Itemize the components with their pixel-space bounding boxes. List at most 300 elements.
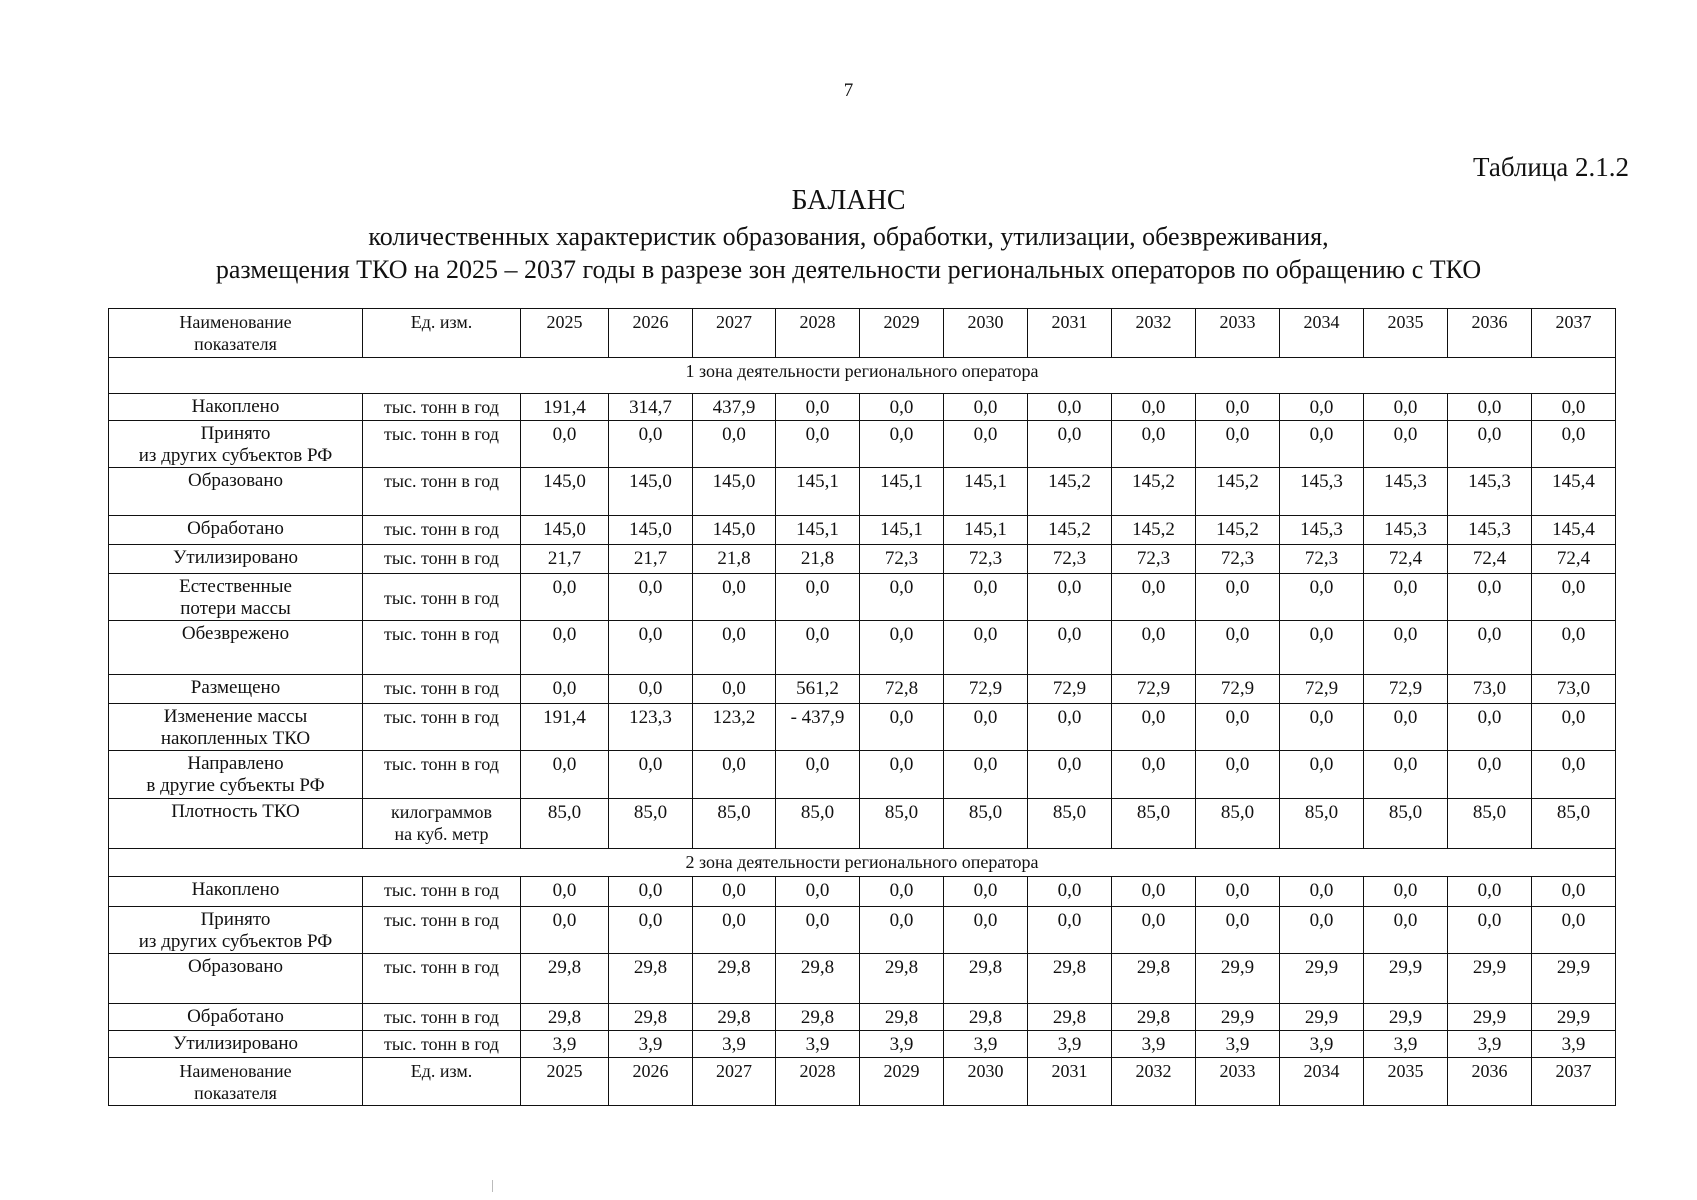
- header-name-line2: показателя: [194, 1083, 277, 1103]
- value-cell: 0,0: [1280, 877, 1364, 907]
- value-cell: 72,4: [1448, 545, 1532, 574]
- indicator-name: Изменение массы: [163, 706, 308, 727]
- header-name-cell: [109, 1058, 363, 1106]
- value-cell: 29,8: [609, 1004, 693, 1031]
- table-row: [109, 394, 1616, 421]
- value-cell: 0,0: [1364, 704, 1448, 751]
- value-cell: 29,9: [1364, 1004, 1448, 1031]
- table-row: [109, 675, 1616, 704]
- indicator-name-cell: [109, 877, 363, 907]
- header-name-cell: [109, 309, 363, 358]
- value-cell: 0,0: [860, 421, 944, 468]
- zone-title-row: [109, 358, 1616, 394]
- value-cell: 85,0: [1196, 799, 1280, 849]
- indicator-name: Утилизировано: [172, 547, 299, 568]
- value-cell: 3,9: [1112, 1031, 1196, 1058]
- value-cell: 29,8: [609, 954, 693, 1004]
- header-year-cell: 2025: [521, 309, 609, 358]
- value-cell: 0,0: [1532, 574, 1616, 621]
- header-year-cell: 2037: [1532, 1058, 1616, 1106]
- value-cell: 145,4: [1532, 468, 1616, 516]
- table-row: [109, 907, 1616, 954]
- value-cell: 0,0: [776, 751, 860, 799]
- value-cell: 0,0: [860, 751, 944, 799]
- value-cell: 85,0: [693, 799, 776, 849]
- value-cell: 72,9: [1112, 675, 1196, 704]
- value-cell: 29,8: [1112, 1004, 1196, 1031]
- table-row: [109, 1004, 1616, 1031]
- header-year-cell: 2035: [1364, 309, 1448, 358]
- value-cell: 85,0: [521, 799, 609, 849]
- value-cell: 0,0: [1028, 394, 1112, 421]
- value-cell: 0,0: [693, 574, 776, 621]
- value-cell: 145,0: [521, 468, 609, 516]
- indicator-name-line2: в другие субъекты РФ: [146, 775, 325, 796]
- value-cell: 72,3: [944, 545, 1028, 574]
- unit-text: тыс. тонн в год: [384, 957, 499, 977]
- value-cell: 0,0: [693, 877, 776, 907]
- value-cell: 85,0: [1532, 799, 1616, 849]
- indicator-name: Накоплено: [191, 396, 280, 417]
- value-cell: 72,9: [1280, 675, 1364, 704]
- value-cell: 0,0: [1112, 877, 1196, 907]
- value-cell: 0,0: [1112, 421, 1196, 468]
- value-cell: 0,0: [1532, 907, 1616, 954]
- value-cell: 0,0: [693, 907, 776, 954]
- value-cell: 145,0: [609, 516, 693, 545]
- value-cell: 0,0: [1028, 704, 1112, 751]
- value-cell: 145,3: [1364, 468, 1448, 516]
- value-cell: 72,4: [1532, 545, 1616, 574]
- value-cell: 0,0: [609, 421, 693, 468]
- header-year-cell: 2027: [693, 1058, 776, 1106]
- value-cell: 3,9: [609, 1031, 693, 1058]
- value-cell: 0,0: [944, 704, 1028, 751]
- value-cell: 0,0: [1028, 751, 1112, 799]
- unit-cell: [363, 704, 521, 751]
- table-row: [109, 468, 1616, 516]
- indicator-name-cell: [109, 1004, 363, 1031]
- page-number: 7: [843, 80, 854, 101]
- value-cell: 0,0: [1532, 877, 1616, 907]
- indicator-name-cell: [109, 799, 363, 849]
- value-cell: 145,1: [776, 468, 860, 516]
- value-cell: 29,9: [1280, 1004, 1364, 1031]
- value-cell: 145,0: [609, 468, 693, 516]
- value-cell: 29,9: [1532, 1004, 1616, 1031]
- value-cell: 0,0: [1280, 394, 1364, 421]
- unit-cell: [363, 394, 521, 421]
- value-cell: 123,3: [609, 704, 693, 751]
- header-year-cell: 2028: [776, 309, 860, 358]
- value-cell: 0,0: [1280, 704, 1364, 751]
- value-cell: 0,0: [1028, 907, 1112, 954]
- value-cell: 85,0: [1448, 799, 1532, 849]
- zone-title: 1 зона деятельности регионального оператора: [109, 358, 1616, 394]
- indicator-name-line2: из других субъектов РФ: [138, 445, 333, 466]
- value-cell: 0,0: [1280, 421, 1364, 468]
- value-cell: 0,0: [776, 421, 860, 468]
- value-cell: 0,0: [1448, 621, 1532, 675]
- value-cell: 29,8: [776, 954, 860, 1004]
- indicator-name-cell: [109, 574, 363, 621]
- unit-cell: [363, 516, 521, 545]
- indicator-name: Обработано: [187, 1006, 284, 1027]
- value-cell: 0,0: [1448, 751, 1532, 799]
- unit-cell: [363, 468, 521, 516]
- indicator-name: Направлено: [187, 753, 284, 774]
- value-cell: 145,3: [1280, 516, 1364, 545]
- value-cell: 145,3: [1364, 516, 1448, 545]
- value-cell: 0,0: [776, 907, 860, 954]
- value-cell: 3,9: [944, 1031, 1028, 1058]
- indicator-name-cell: [109, 516, 363, 545]
- unit-cell: [363, 1031, 521, 1058]
- value-cell: 3,9: [1448, 1031, 1532, 1058]
- subtitle-line-2: размещения ТКО на 2025 – 2037 годы в разрезе зон деятельности региональных операторов по обращению с ТКО: [215, 255, 1482, 284]
- value-cell: 0,0: [1532, 621, 1616, 675]
- unit-text: тыс. тонн в год: [384, 471, 499, 491]
- value-cell: 3,9: [1364, 1031, 1448, 1058]
- header-year-cell: 2029: [860, 309, 944, 358]
- table-row: [109, 574, 1616, 621]
- value-cell: 0,0: [860, 907, 944, 954]
- value-cell: 29,8: [944, 1004, 1028, 1031]
- value-cell: 0,0: [1364, 877, 1448, 907]
- value-cell: 72,4: [1364, 545, 1448, 574]
- table-row: [109, 545, 1616, 574]
- indicator-name-cell: [109, 954, 363, 1004]
- unit-cell: [363, 421, 521, 468]
- value-cell: 145,2: [1112, 468, 1196, 516]
- value-cell: 145,3: [1448, 516, 1532, 545]
- subtitle-line-1: количественных характеристик образования, обработки, утилизации, обезвреживания,: [368, 222, 1329, 251]
- value-cell: 0,0: [944, 421, 1028, 468]
- header-year-cell: 2029: [860, 1058, 944, 1106]
- value-cell: 0,0: [944, 907, 1028, 954]
- value-cell: 29,8: [944, 954, 1028, 1004]
- value-cell: 145,1: [944, 516, 1028, 545]
- value-cell: 29,8: [776, 1004, 860, 1031]
- unit-text: тыс. тонн в год: [384, 1034, 499, 1054]
- header-year-cell: 2036: [1448, 1058, 1532, 1106]
- unit-text: тыс. тонн в год: [384, 588, 499, 608]
- value-cell: 0,0: [1280, 574, 1364, 621]
- value-cell: 85,0: [860, 799, 944, 849]
- value-cell: 3,9: [1196, 1031, 1280, 1058]
- unit-text: тыс. тонн в год: [384, 548, 499, 568]
- indicator-name: Образовано: [187, 956, 284, 977]
- value-cell: 145,1: [776, 516, 860, 545]
- value-cell: 3,9: [1532, 1031, 1616, 1058]
- value-cell: 85,0: [609, 799, 693, 849]
- header-name-line1: Наименование: [179, 312, 292, 332]
- unit-text: тыс. тонн в год: [384, 678, 499, 698]
- value-cell: 72,9: [944, 675, 1028, 704]
- value-cell: 0,0: [944, 574, 1028, 621]
- value-cell: 437,9: [693, 394, 776, 421]
- document-subtitle: [0, 220, 1697, 286]
- table-row: [109, 704, 1616, 751]
- unit-cell: [363, 1004, 521, 1031]
- indicator-name-cell: [109, 675, 363, 704]
- value-cell: 0,0: [1112, 907, 1196, 954]
- indicator-name-cell: [109, 704, 363, 751]
- indicator-name-cell: [109, 468, 363, 516]
- value-cell: 145,1: [860, 516, 944, 545]
- header-year-cell: 2034: [1280, 1058, 1364, 1106]
- value-cell: 0,0: [776, 621, 860, 675]
- value-cell: 0,0: [1112, 574, 1196, 621]
- value-cell: 0,0: [1532, 421, 1616, 468]
- indicator-name-cell: [109, 421, 363, 468]
- zone-title: 2 зона деятельности регионального оператора: [109, 849, 1616, 877]
- value-cell: 0,0: [1364, 907, 1448, 954]
- value-cell: 145,2: [1028, 468, 1112, 516]
- value-cell: 29,9: [1448, 1004, 1532, 1031]
- value-cell: 145,2: [1028, 516, 1112, 545]
- value-cell: 0,0: [1112, 751, 1196, 799]
- header-unit-cell: Ед. изм.: [363, 1058, 521, 1106]
- value-cell: 0,0: [860, 877, 944, 907]
- value-cell: 0,0: [521, 877, 609, 907]
- value-cell: 72,3: [860, 545, 944, 574]
- header-year-cell: 2033: [1196, 1058, 1280, 1106]
- value-cell: 0,0: [1448, 704, 1532, 751]
- indicator-name: Естественные: [179, 576, 292, 597]
- indicator-name-line2: накопленных ТКО: [160, 728, 311, 749]
- value-cell: - 437,9: [776, 704, 860, 751]
- value-cell: 0,0: [1280, 751, 1364, 799]
- value-cell: 0,0: [1364, 621, 1448, 675]
- unit-cell: [363, 621, 521, 675]
- header-year-cell: 2032: [1112, 309, 1196, 358]
- unit-text: тыс. тонн в год: [384, 754, 499, 774]
- unit-cell: [363, 545, 521, 574]
- unit-cell: [363, 799, 521, 849]
- value-cell: 72,3: [1028, 545, 1112, 574]
- value-cell: 0,0: [693, 751, 776, 799]
- value-cell: 123,2: [693, 704, 776, 751]
- value-cell: 29,8: [860, 954, 944, 1004]
- value-cell: 0,0: [1028, 621, 1112, 675]
- value-cell: 73,0: [1448, 675, 1532, 704]
- unit-cell: [363, 954, 521, 1004]
- value-cell: 29,8: [860, 1004, 944, 1031]
- indicator-name-cell: [109, 907, 363, 954]
- table-row: [109, 421, 1616, 468]
- value-cell: 561,2: [776, 675, 860, 704]
- value-cell: 0,0: [1448, 421, 1532, 468]
- header-year-cell: 2030: [944, 309, 1028, 358]
- indicator-name: Обработано: [187, 518, 284, 539]
- value-cell: 0,0: [860, 704, 944, 751]
- unit-cell: [363, 907, 521, 954]
- header-year-cell: 2027: [693, 309, 776, 358]
- value-cell: 191,4: [521, 394, 609, 421]
- value-cell: 145,2: [1196, 516, 1280, 545]
- value-cell: 145,3: [1280, 468, 1364, 516]
- value-cell: 0,0: [1532, 704, 1616, 751]
- header-name-line1: Наименование: [179, 1061, 292, 1081]
- unit-text: тыс. тонн в год: [384, 519, 499, 539]
- value-cell: 29,8: [521, 954, 609, 1004]
- table-row: [109, 799, 1616, 849]
- value-cell: 314,7: [609, 394, 693, 421]
- value-cell: 0,0: [521, 574, 609, 621]
- value-cell: 29,9: [1196, 1004, 1280, 1031]
- value-cell: 0,0: [944, 877, 1028, 907]
- value-cell: 29,9: [1196, 954, 1280, 1004]
- indicator-name: Утилизировано: [172, 1033, 299, 1054]
- value-cell: 0,0: [1028, 877, 1112, 907]
- value-cell: 29,8: [1112, 954, 1196, 1004]
- value-cell: 0,0: [1196, 621, 1280, 675]
- value-cell: 145,2: [1112, 516, 1196, 545]
- value-cell: 72,9: [1196, 675, 1280, 704]
- indicator-name-cell: [109, 751, 363, 799]
- value-cell: 0,0: [1196, 751, 1280, 799]
- value-cell: 145,3: [1448, 468, 1532, 516]
- header-year-cell: 2031: [1028, 1058, 1112, 1106]
- value-cell: 0,0: [1364, 574, 1448, 621]
- value-cell: 0,0: [521, 907, 609, 954]
- table-row: [109, 516, 1616, 545]
- value-cell: 0,0: [609, 907, 693, 954]
- value-cell: 85,0: [1112, 799, 1196, 849]
- header-year-cell: 2035: [1364, 1058, 1448, 1106]
- value-cell: 0,0: [609, 877, 693, 907]
- value-cell: 3,9: [1028, 1031, 1112, 1058]
- value-cell: 0,0: [1112, 704, 1196, 751]
- value-cell: 0,0: [1448, 877, 1532, 907]
- header-year-cell: 2034: [1280, 309, 1364, 358]
- value-cell: 29,8: [1028, 954, 1112, 1004]
- table-row: [109, 751, 1616, 799]
- value-cell: 3,9: [521, 1031, 609, 1058]
- value-cell: 29,8: [1028, 1004, 1112, 1031]
- value-cell: 72,3: [1280, 545, 1364, 574]
- indicator-name-cell: [109, 1031, 363, 1058]
- value-cell: 0,0: [1028, 574, 1112, 621]
- value-cell: 145,0: [693, 468, 776, 516]
- value-cell: 21,7: [609, 545, 693, 574]
- indicator-name-cell: [109, 621, 363, 675]
- value-cell: 29,8: [693, 954, 776, 1004]
- value-cell: 72,8: [860, 675, 944, 704]
- unit-text: тыс. тонн в год: [384, 707, 499, 727]
- value-cell: 0,0: [944, 394, 1028, 421]
- indicator-name: Обезврежено: [181, 623, 290, 644]
- header-year-cell: 2037: [1532, 309, 1616, 358]
- value-cell: 0,0: [609, 621, 693, 675]
- value-cell: 145,0: [693, 516, 776, 545]
- value-cell: 0,0: [860, 621, 944, 675]
- value-cell: 0,0: [1280, 621, 1364, 675]
- value-cell: 0,0: [609, 574, 693, 621]
- value-cell: 0,0: [609, 675, 693, 704]
- value-cell: 191,4: [521, 704, 609, 751]
- unit-text: тыс. тонн в год: [384, 880, 499, 900]
- value-cell: 0,0: [1364, 394, 1448, 421]
- value-cell: 0,0: [1028, 421, 1112, 468]
- value-cell: 0,0: [1196, 574, 1280, 621]
- unit-cell: [363, 675, 521, 704]
- value-cell: 0,0: [1448, 394, 1532, 421]
- value-cell: 73,0: [1532, 675, 1616, 704]
- header-year-cell: 2028: [776, 1058, 860, 1106]
- value-cell: 145,1: [944, 468, 1028, 516]
- value-cell: 0,0: [776, 574, 860, 621]
- value-cell: 21,7: [521, 545, 609, 574]
- indicator-name-line2: потери массы: [180, 598, 291, 619]
- unit-text: тыс. тонн в год: [384, 624, 499, 644]
- value-cell: 145,2: [1196, 468, 1280, 516]
- table-row: [109, 877, 1616, 907]
- value-cell: 3,9: [693, 1031, 776, 1058]
- balance-table: [108, 308, 1616, 1106]
- value-cell: 0,0: [1196, 877, 1280, 907]
- value-cell: 0,0: [693, 421, 776, 468]
- unit-cell: [363, 877, 521, 907]
- indicator-name: Принято: [200, 423, 271, 444]
- value-cell: 85,0: [1028, 799, 1112, 849]
- value-cell: 21,8: [693, 545, 776, 574]
- table-label: Таблица 2.1.2: [1473, 152, 1629, 182]
- value-cell: 3,9: [776, 1031, 860, 1058]
- value-cell: 0,0: [693, 621, 776, 675]
- value-cell: 85,0: [1364, 799, 1448, 849]
- value-cell: 72,3: [1196, 545, 1280, 574]
- value-cell: 0,0: [944, 751, 1028, 799]
- value-cell: 0,0: [521, 621, 609, 675]
- value-cell: 3,9: [1280, 1031, 1364, 1058]
- value-cell: 0,0: [1196, 421, 1280, 468]
- unit-text-line2: на куб. метр: [394, 824, 489, 844]
- indicator-name-line2: из других субъектов РФ: [138, 931, 333, 952]
- header-year-cell: 2036: [1448, 309, 1532, 358]
- value-cell: 0,0: [860, 574, 944, 621]
- value-cell: 3,9: [860, 1031, 944, 1058]
- table-row: [109, 1031, 1616, 1058]
- unit-cell: [363, 751, 521, 799]
- header-unit-cell: Ед. изм.: [363, 309, 521, 358]
- value-cell: 0,0: [1112, 621, 1196, 675]
- value-cell: 29,9: [1532, 954, 1616, 1004]
- header-year-cell: 2026: [609, 1058, 693, 1106]
- value-cell: 0,0: [1532, 394, 1616, 421]
- unit-text: тыс. тонн в год: [384, 424, 499, 444]
- value-cell: 0,0: [521, 751, 609, 799]
- header-name-line2: показателя: [194, 334, 277, 354]
- value-cell: 72,9: [1028, 675, 1112, 704]
- value-cell: 0,0: [1280, 907, 1364, 954]
- scan-mark: [492, 1180, 493, 1192]
- zone-title-row: [109, 849, 1616, 877]
- header-year-cell: 2030: [944, 1058, 1028, 1106]
- value-cell: 72,9: [1364, 675, 1448, 704]
- indicator-name: Накоплено: [191, 879, 280, 900]
- unit-text: тыс. тонн в год: [384, 910, 499, 930]
- header-year-cell: 2033: [1196, 309, 1280, 358]
- value-cell: 85,0: [1280, 799, 1364, 849]
- header-year-cell: 2026: [609, 309, 693, 358]
- value-cell: 0,0: [1532, 751, 1616, 799]
- value-cell: 0,0: [944, 621, 1028, 675]
- unit-cell: [363, 574, 521, 621]
- indicator-name: Образовано: [187, 470, 284, 491]
- unit-text: тыс. тонн в год: [384, 1007, 499, 1027]
